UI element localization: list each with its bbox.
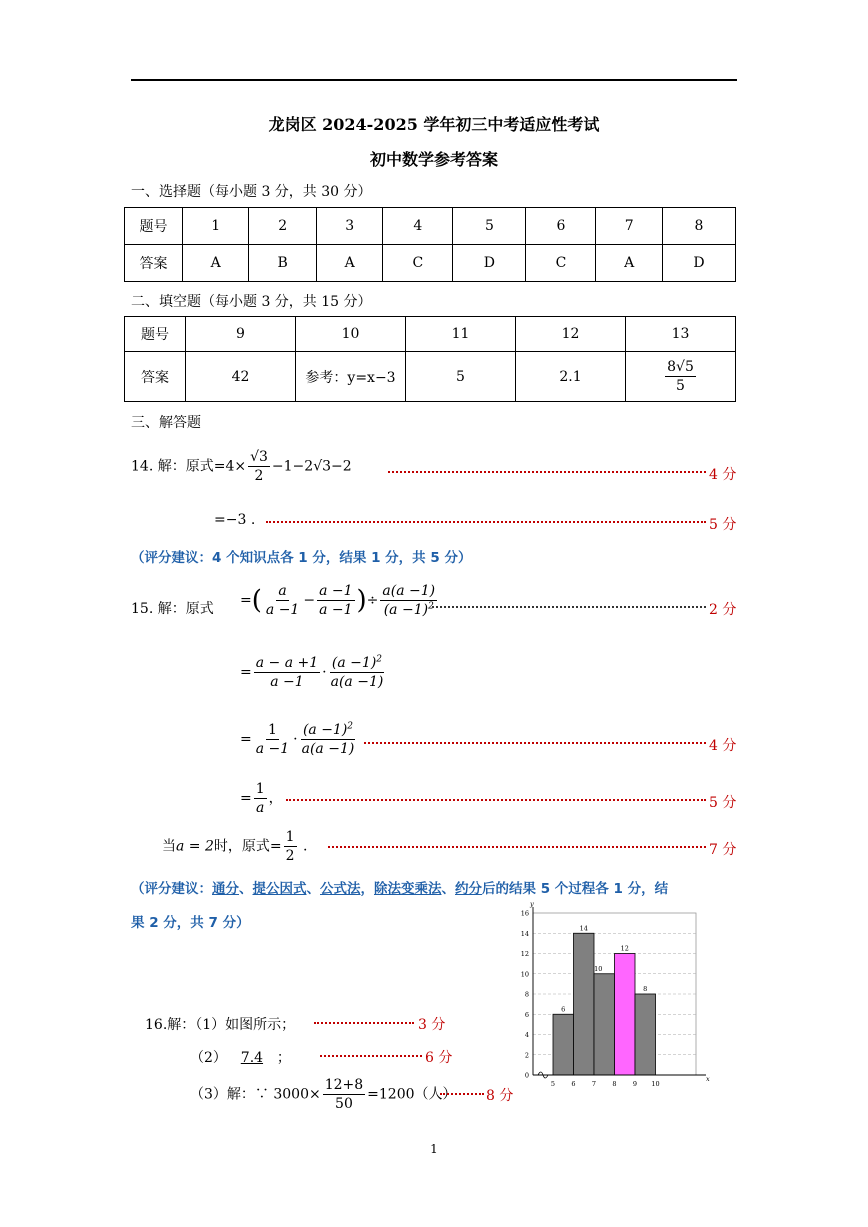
answer-cell: A bbox=[316, 245, 382, 282]
q14-suggestion: （评分建议：4 个知识点各 1 分，结果 1 分，共 5 分） bbox=[131, 550, 472, 566]
answer-cell: D bbox=[453, 245, 526, 282]
dot-leader bbox=[388, 471, 706, 473]
bar-value-label: 6 bbox=[561, 1005, 566, 1014]
sugg-item: 约分 bbox=[455, 881, 482, 897]
histogram-bar bbox=[615, 954, 636, 1076]
x-tick-label: 7 bbox=[591, 1080, 597, 1088]
dot-leader bbox=[328, 846, 706, 848]
answer-cell: 参考：y=x−3 bbox=[296, 352, 406, 402]
q16-part3-den: 50 bbox=[335, 1096, 353, 1113]
y-tick-label: 14 bbox=[520, 929, 529, 938]
q16-part2 bbox=[190, 1047, 291, 1067]
dot-leader bbox=[266, 521, 706, 523]
question-number: 11 bbox=[406, 317, 516, 352]
q14-frac-den: 2 bbox=[254, 468, 264, 485]
bar-value-label: 12 bbox=[620, 944, 629, 953]
histogram-bar bbox=[574, 933, 595, 1075]
sugg-item: 提公因式 bbox=[252, 881, 307, 897]
question-number: 4 bbox=[383, 208, 453, 245]
question-number: 8 bbox=[662, 208, 735, 245]
dot-leader bbox=[432, 606, 706, 608]
q15-when-a: a = 2 bbox=[176, 838, 214, 855]
q14-score1: 4 分 bbox=[709, 467, 737, 483]
x-tick-label: 6 bbox=[571, 1080, 576, 1088]
q16-part3-num: 12+8 bbox=[323, 1076, 365, 1095]
question-number: 3 bbox=[316, 208, 382, 245]
q15-suggestion-line2: 果 2 分，共 7 分） bbox=[131, 915, 250, 931]
section3-heading: 三、解答题 bbox=[131, 415, 201, 431]
bar-value-label: 14 bbox=[579, 924, 588, 933]
q14-label: 14. 解：原式=4× bbox=[131, 458, 247, 475]
q15-when-mid: 时，原式= bbox=[213, 838, 282, 855]
y-tick-label: 6 bbox=[524, 1010, 529, 1019]
question-number: 1 bbox=[183, 208, 249, 245]
answer-label: 答案 bbox=[125, 245, 183, 282]
answer-cell: A bbox=[596, 245, 662, 282]
q15-result-den: 2 bbox=[285, 848, 295, 865]
y-tick-label: 8 bbox=[524, 990, 529, 999]
x-tick-label: 9 bbox=[632, 1080, 638, 1088]
dot-leader bbox=[440, 1093, 484, 1095]
chart-bars bbox=[553, 933, 656, 1075]
q15-score3: 5 分 bbox=[709, 795, 737, 811]
q14-score2: 5 分 bbox=[709, 517, 737, 533]
answer-cell: D bbox=[662, 245, 735, 282]
q16-part2-tail: ； bbox=[276, 1050, 291, 1066]
question-number: 5 bbox=[453, 208, 526, 245]
q16-part1: 16.解：（1）如图所示； bbox=[145, 1017, 296, 1033]
q16-score1: 3 分 bbox=[418, 1017, 446, 1033]
question-number: 13 bbox=[626, 317, 736, 352]
q15-step2: = $\frac{a - a +1}{a -1}$ · $\frac{(a -1)^2}{a(a -1)}$ bbox=[240, 654, 384, 691]
header-label: 题号 bbox=[125, 317, 186, 352]
x-axis-label: x bbox=[706, 1075, 710, 1083]
sugg-prefix: （评分建议： bbox=[131, 881, 212, 897]
q14-frac-num: √3 bbox=[248, 448, 270, 467]
section1-heading: 一、选择题（每小题 3 分，共 30 分） bbox=[131, 184, 372, 200]
header-label: 题号 bbox=[125, 208, 183, 245]
q15-result-line: 当a = 2时，原式= $\frac{1}{2}$ . bbox=[162, 829, 308, 865]
answer-cell: B bbox=[249, 245, 316, 282]
q16-score3: 8 分 bbox=[486, 1088, 514, 1104]
top-rule bbox=[131, 79, 737, 81]
q15-score1: 2 分 bbox=[709, 602, 737, 618]
fill-answer-table bbox=[124, 316, 736, 402]
question-number: 2 bbox=[249, 208, 316, 245]
answer-cell: C bbox=[526, 245, 596, 282]
question-number: 6 bbox=[526, 208, 596, 245]
sugg-sep: 、 bbox=[239, 881, 253, 897]
dot-leader bbox=[364, 742, 706, 744]
y-tick-label: 4 bbox=[524, 1031, 529, 1039]
y-tick-label: 12 bbox=[520, 950, 529, 958]
q14-line1 bbox=[131, 448, 352, 485]
q16-part2-label: （2） bbox=[190, 1050, 227, 1066]
dot-leader bbox=[320, 1055, 422, 1057]
q14-line2: =−3 . bbox=[214, 512, 256, 528]
answer-cell: A bbox=[183, 245, 249, 282]
q15-label: 15. 解：原式 bbox=[131, 601, 214, 617]
dot-leader bbox=[314, 1022, 414, 1024]
q16-part2-answer: 7.4 bbox=[240, 1050, 264, 1066]
y-tick-label: 2 bbox=[524, 1051, 529, 1060]
answer-cell: 42 bbox=[186, 352, 296, 402]
y-tick-label: 0 bbox=[524, 1071, 529, 1080]
bar-value-label: 10 bbox=[594, 964, 603, 973]
x-tick-label: 5 bbox=[550, 1080, 556, 1088]
sugg-sep: 、 bbox=[441, 881, 455, 897]
sugg-item: 公式法 bbox=[320, 881, 361, 897]
q15-suggestion: （评分建议：通分、提公因式、公式法，除法变乘法、约分后的结果 5 个过程各 1 分，结 bbox=[131, 881, 669, 897]
q15-score4: 7 分 bbox=[709, 842, 737, 858]
question-number: 9 bbox=[186, 317, 296, 352]
q16-score2: 6 分 bbox=[425, 1050, 453, 1066]
question-number: 10 bbox=[296, 317, 406, 352]
y-tick-label: 16 bbox=[520, 909, 529, 918]
section2-heading: 二、填空题（每小题 3 分，共 15 分） bbox=[131, 294, 372, 310]
choice-answer-table bbox=[124, 207, 736, 282]
y-tick-label: 10 bbox=[520, 970, 529, 979]
page-subtitle: 初中数学参考答案 bbox=[369, 150, 498, 169]
ans13-numerator: 8√5 bbox=[665, 358, 696, 377]
page-title: 龙岗区 2024-2025 学年初三中考适应性考试 bbox=[268, 115, 600, 134]
answer-cell-13 bbox=[626, 352, 736, 402]
answer-label: 答案 bbox=[125, 352, 186, 402]
q15-when: 当 bbox=[162, 838, 176, 855]
answer-cell: 2.1 bbox=[516, 352, 626, 402]
histogram-bar bbox=[594, 974, 615, 1075]
q16-part3 bbox=[190, 1076, 457, 1113]
q15-result-num: 1 bbox=[284, 828, 297, 847]
dot-leader bbox=[286, 799, 706, 801]
question-number: 12 bbox=[516, 317, 626, 352]
y-axis-label: y bbox=[530, 900, 534, 908]
histogram-chart bbox=[508, 895, 718, 1095]
histogram-bar bbox=[553, 1014, 574, 1075]
q15-step3: = $\frac{1}{a -1}$ · $\frac{(a -1)^2}{a(a -1)}$ bbox=[240, 721, 355, 758]
q15-step1: =( $\frac{a}{a -1}$ − $\frac{a -1}{a -1}$ )÷ $\frac{a(a -1)}{(a -1)^2}$ bbox=[240, 583, 436, 619]
sugg-item: 除法变乘法 bbox=[374, 881, 442, 897]
sugg-sep: 、 bbox=[306, 881, 320, 897]
page-number: 1 bbox=[430, 1142, 438, 1156]
answer-cell: C bbox=[383, 245, 453, 282]
q16-part3-result: =1200（人） bbox=[367, 1086, 457, 1103]
q15-step4: = $\frac{1}{a}$ ， bbox=[240, 781, 283, 817]
x-tick-label: 8 bbox=[612, 1080, 617, 1088]
answer-cell: 5 bbox=[406, 352, 516, 402]
sugg-tail: 后的结果 5 个过程各 1 分，结 bbox=[482, 881, 669, 897]
x-tick-label: 10 bbox=[651, 1080, 660, 1088]
histogram-bar bbox=[635, 994, 656, 1075]
bar-value-label: 8 bbox=[643, 985, 648, 993]
sugg-item: 通分 bbox=[212, 881, 239, 897]
q14-rest: −1−2√3−2 bbox=[271, 458, 352, 475]
ans13-denominator: 5 bbox=[676, 378, 685, 394]
question-number: 7 bbox=[596, 208, 662, 245]
q15-score2: 4 分 bbox=[709, 738, 737, 754]
q16-part3-label: （3）解：∵ 3000× bbox=[190, 1086, 321, 1103]
